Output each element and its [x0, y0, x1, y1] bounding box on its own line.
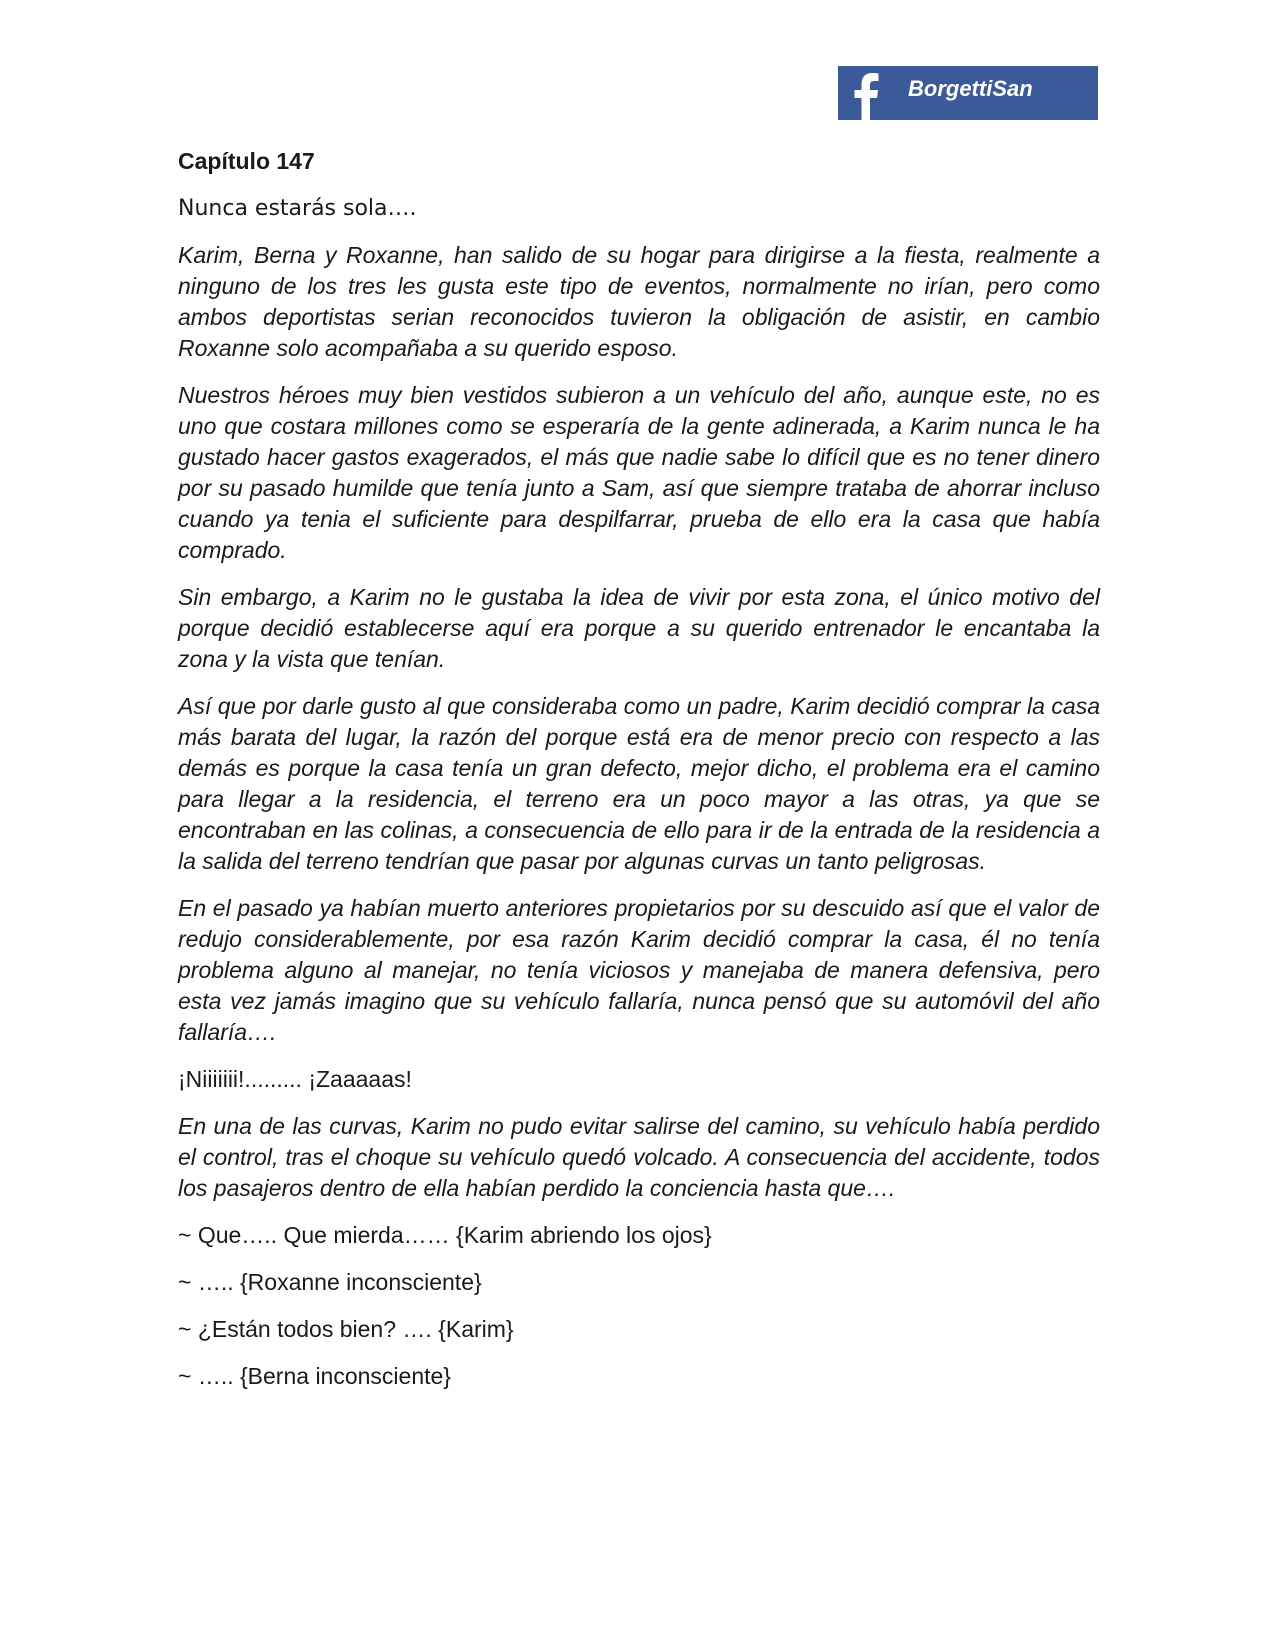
dialogue-line: ~ ….. {Berna inconsciente} [178, 1363, 451, 1389]
paragraph: En una de las curvas, Karim no pudo evitar salirse del camino, su vehículo había perdido el control, tras el choque su vehículo quedó volcado. A consecuencia del accidente, todos los pasajeros dentro de ella habían perdido la conciencia hasta que…. [178, 1113, 1100, 1201]
facebook-badge [838, 66, 1098, 120]
chapter-subtitle: Nunca estarás sola…. [178, 196, 417, 221]
paragraph: Nuestros héroes muy bien vestidos subieron a un vehículo del año, aunque este, no es uno que costara millones como se esperaría de la gente adinerada, a Karim nunca le ha gustado hacer gastos exagerados, el más que nadie sabe lo difícil que es no tener dinero por su pasado humilde que tenía junto a Sam, así que siempre trataba de ahorrar incluso cuando ya tenia el suficiente para despilfarrar, prueba de ello era la casa que había comprado. [178, 382, 1100, 563]
dialogue-line: ~ ….. {Roxanne inconsciente} [178, 1269, 482, 1295]
paragraph: En el pasado ya habían muerto anteriores propietarios por su descuido así que el valor de redujo considerablemente, por esa razón Karim decidió comprar la casa, él no tenía problema alguno al manejar, no tenía viciosos y manejaba de manera defensiva, pero esta vez jamás imagino que su vehículo fallaría, nunca pensó que su automóvil del año fallaría…. [178, 895, 1100, 1045]
paragraph: Karim, Berna y Roxanne, han salido de su hogar para dirigirse a la fiesta, realmente a ninguno de los tres les gusta este tipo de eventos, normalmente no irían, pero como ambos deportistas serian reconocidos tuvieron la obligación de asistir, en cambio Roxanne solo acompañaba a su querido esposo. [178, 242, 1100, 361]
facebook-page-name: BorgettiSan [908, 76, 1033, 101]
paragraph: Sin embargo, a Karim no le gustaba la idea de vivir por esta zona, el único motivo del porque decidió establecerse aquí era porque a su querido entrenador le encantaba la zona y la vista que tenían. [178, 584, 1100, 672]
dialogue-line: ~ ¿Están todos bien? …. {Karim} [178, 1316, 514, 1342]
sound-effect-line: ¡Niiiiiii!......... ¡Zaaaaas! [178, 1066, 412, 1092]
dialogue-line: ~ Que….. Que mierda…… {Karim abriendo los ojos} [178, 1222, 712, 1248]
facebook-icon [838, 66, 890, 120]
document-body [178, 146, 1100, 1408]
paragraph: Así que por darle gusto al que consideraba como un padre, Karim decidió comprar la casa más barata del lugar, la razón del porque está era de menor precio con respecto a las demás es porque la casa tenía un gran defecto, mejor dicho, el problema era el camino para llegar a la residencia, el terreno era un poco mayor a las otras, ya que se encontraban en las colinas, a consecuencia de ello para ir de la entrada de la residencia a la salida del terreno tendrían que pasar por algunas curvas un tanto peligrosas. [178, 693, 1100, 874]
chapter-title: Capítulo 147 [178, 148, 315, 174]
